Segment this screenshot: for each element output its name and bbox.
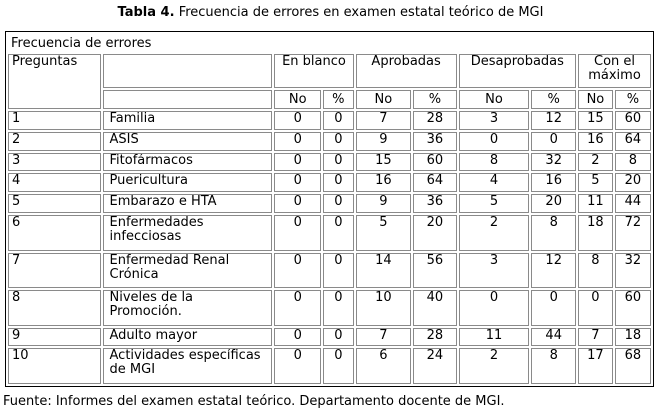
cell-count: 7 [578, 328, 613, 347]
subheader-no: No [459, 90, 530, 109]
table-frame [5, 31, 654, 387]
row-topic: Niveles de la Promoción. [103, 290, 273, 326]
cell-count: 14 [356, 253, 412, 289]
cell-count: 15 [578, 111, 613, 130]
cell-percent: 0 [323, 111, 353, 130]
row-topic: Fitofármacos [103, 153, 273, 172]
cell-percent: 0 [323, 194, 353, 213]
subheader-pct: % [413, 90, 457, 109]
header-con-el-maximo: Con el máximo [578, 54, 651, 88]
cell-count: 0 [274, 328, 321, 347]
table-row [8, 328, 651, 347]
row-number: 1 [8, 111, 101, 130]
cell-count: 5 [356, 215, 412, 251]
cell-count: 5 [459, 194, 530, 213]
cell-count: 0 [459, 290, 530, 326]
cell-count: 2 [459, 348, 530, 384]
cell-percent: 32 [531, 153, 576, 172]
cell-percent: 0 [323, 348, 353, 384]
row-number: 3 [8, 153, 101, 172]
cell-count: 0 [274, 253, 321, 289]
cell-percent: 0 [323, 328, 353, 347]
cell-percent: 0 [323, 132, 353, 151]
cell-percent: 44 [531, 328, 576, 347]
row-number: 10 [8, 348, 101, 384]
cell-count: 3 [459, 253, 530, 289]
cell-percent: 56 [413, 253, 457, 289]
caption-label: Tabla 4. [117, 5, 175, 20]
cell-percent: 68 [615, 348, 651, 384]
table-row [8, 290, 651, 326]
cell-percent: 44 [615, 194, 651, 213]
subheader-no: No [578, 90, 613, 109]
cell-percent: 18 [615, 328, 651, 347]
header-desaprobadas: Desaprobadas [459, 54, 576, 88]
cell-percent: 8 [615, 153, 651, 172]
cell-percent: 0 [531, 290, 576, 326]
cell-count: 0 [274, 290, 321, 326]
table-caption [0, 5, 661, 21]
errors-table [6, 32, 653, 386]
cell-count: 11 [459, 328, 530, 347]
cell-percent: 60 [413, 153, 457, 172]
row-topic: Adulto mayor [103, 328, 273, 347]
subheader-topic-blank [103, 90, 273, 109]
header-aprobadas: Aprobadas [356, 54, 457, 88]
cell-count: 0 [578, 290, 613, 326]
cell-percent: 12 [531, 253, 576, 289]
cell-count: 3 [459, 111, 530, 130]
cell-count: 7 [356, 111, 412, 130]
cell-count: 11 [578, 194, 613, 213]
row-topic: Familia [103, 111, 273, 130]
cell-count: 0 [274, 348, 321, 384]
cell-percent: 0 [323, 215, 353, 251]
cell-percent: 20 [615, 173, 651, 192]
table-row [8, 132, 651, 151]
cell-count: 8 [578, 253, 613, 289]
cell-percent: 12 [531, 111, 576, 130]
subheader-pct: % [531, 90, 576, 109]
caption-text: Frecuencia de errores en examen estatal teórico de MGI [178, 5, 544, 20]
cell-count: 4 [459, 173, 530, 192]
cell-count: 15 [356, 153, 412, 172]
cell-percent: 0 [531, 132, 576, 151]
cell-count: 5 [578, 173, 613, 192]
cell-percent: 64 [413, 173, 457, 192]
subheader-no: No [356, 90, 412, 109]
cell-count: 10 [356, 290, 412, 326]
cell-percent: 0 [323, 290, 353, 326]
row-topic: Actividades específicas de MGI [103, 348, 273, 384]
cell-count: 17 [578, 348, 613, 384]
table-row [8, 194, 651, 213]
cell-count: 6 [356, 348, 412, 384]
table-source-note: Fuente: Informes del examen estatal teórico. Departamento docente de MGI. [3, 394, 505, 409]
cell-count: 0 [274, 111, 321, 130]
cell-percent: 20 [531, 194, 576, 213]
table-row [8, 348, 651, 384]
cell-percent: 36 [413, 194, 457, 213]
table-row [8, 173, 651, 192]
row-number: 2 [8, 132, 101, 151]
cell-count: 0 [274, 153, 321, 172]
cell-percent: 28 [413, 328, 457, 347]
cell-percent: 0 [323, 253, 353, 289]
cell-count: 2 [578, 153, 613, 172]
cell-count: 0 [459, 132, 530, 151]
row-number: 9 [8, 328, 101, 347]
table-row [8, 153, 651, 172]
cell-percent: 60 [615, 111, 651, 130]
cell-count: 9 [356, 132, 412, 151]
header-topic-blank [103, 54, 273, 88]
cell-percent: 0 [323, 153, 353, 172]
row-topic: Enfermedades infecciosas [103, 215, 273, 251]
row-number: 6 [8, 215, 101, 251]
subheader-pct: % [615, 90, 651, 109]
header-en-blanco: En blanco [274, 54, 353, 88]
cell-count: 0 [274, 215, 321, 251]
cell-percent: 8 [531, 348, 576, 384]
cell-percent: 20 [413, 215, 457, 251]
cell-count: 8 [459, 153, 530, 172]
subheader-no: No [274, 90, 321, 109]
cell-count: 16 [578, 132, 613, 151]
row-topic: Enfermedad Renal Crónica [103, 253, 273, 289]
table-row [8, 215, 651, 251]
cell-percent: 8 [531, 215, 576, 251]
table-row [8, 111, 651, 130]
cell-percent: 60 [615, 290, 651, 326]
row-number: 5 [8, 194, 101, 213]
cell-percent: 32 [615, 253, 651, 289]
cell-count: 7 [356, 328, 412, 347]
header-preguntas: Preguntas [8, 54, 101, 109]
cell-count: 0 [274, 132, 321, 151]
cell-count: 0 [274, 194, 321, 213]
cell-percent: 36 [413, 132, 457, 151]
cell-percent: 16 [531, 173, 576, 192]
cell-percent: 24 [413, 348, 457, 384]
row-topic: Embarazo e HTA [103, 194, 273, 213]
table-row [8, 253, 651, 289]
row-number: 4 [8, 173, 101, 192]
cell-count: 9 [356, 194, 412, 213]
cell-percent: 0 [323, 173, 353, 192]
cell-count: 0 [274, 173, 321, 192]
row-topic: ASIS [103, 132, 273, 151]
row-number: 8 [8, 290, 101, 326]
cell-count: 16 [356, 173, 412, 192]
cell-percent: 64 [615, 132, 651, 151]
cell-count: 18 [578, 215, 613, 251]
cell-percent: 40 [413, 290, 457, 326]
cell-count: 2 [459, 215, 530, 251]
row-number: 7 [8, 253, 101, 289]
subheader-pct: % [323, 90, 353, 109]
row-topic: Puericultura [103, 173, 273, 192]
cell-percent: 28 [413, 111, 457, 130]
cell-percent: 72 [615, 215, 651, 251]
table-title: Frecuencia de errores [11, 35, 152, 51]
